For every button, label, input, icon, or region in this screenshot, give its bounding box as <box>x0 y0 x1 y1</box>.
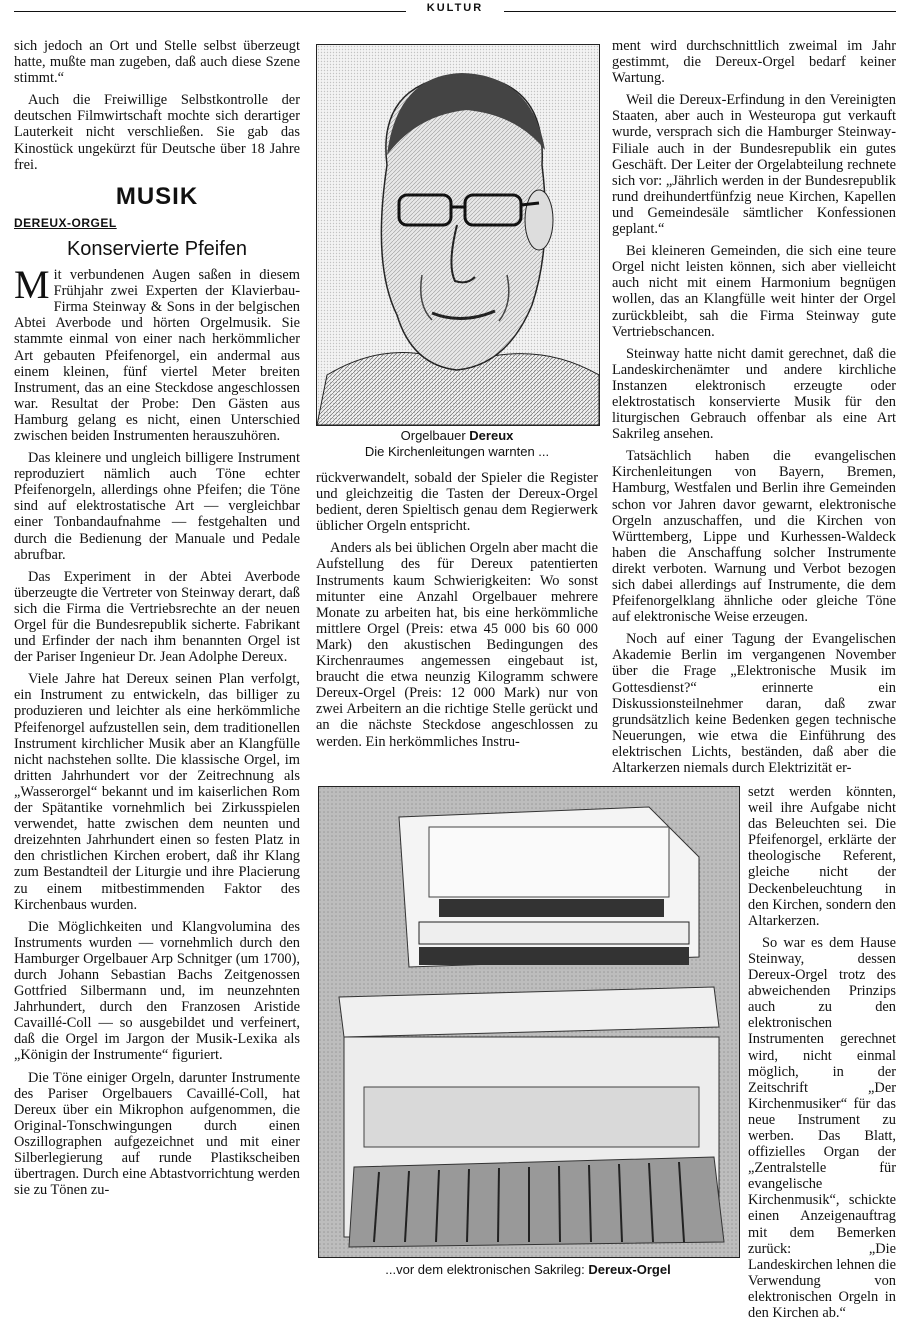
portrait-caption <box>316 428 598 460</box>
paragraph: setzt werden könnten, weil ihre Aufgabe nicht das Beleuchten sei. Die Pfeifenorgel, erklärte der theologische Referent, gleiche nicht der Deckenbeleuchtung in den Kirchen, sondern den Altarkerzen. <box>748 784 896 929</box>
article-headline: Konservierte Pfeifen <box>66 237 248 260</box>
paragraph: Bei kleineren Gemeinden, die sich eine teure Orgel nicht leisten können, sich aber vielleicht auch nicht mit einem Harmonium begnügen wollen, das an Klangfülle weit hinter der Orgel zurückbleibt, sah die Firma Steinway gute Vertriebschancen. <box>612 243 896 340</box>
paragraph: Steinway hatte nicht damit gerechnet, daß die Landeskirchenämter und andere kirchliche Instanzen elektronisch erzeugte oder elektrostatisch konservierte Musik für den liturgischen Gebrauch offenbar als eine Art Sakrileg ansehen. <box>612 345 896 443</box>
section-label: KULTUR <box>426 2 484 14</box>
page-header <box>14 0 896 22</box>
organ-illustration <box>319 787 739 1257</box>
portrait-illustration <box>317 45 599 425</box>
organ-photo <box>318 786 740 1258</box>
paragraph: Die Töne einiger Orgeln, darunter Instrumente des Pariser Orgelbauers Cavaillé-Coll, hat Dereux über ein Mikrophon aufgenommen, die Original-Tonschwingungen durch einen Oszillographen aufgezeichnet und mit einer Silberlegierung auf runde Plastikscheiben übertragen. Durch eine Abtastvorrichtung werden sie zu Tönen zu- <box>14 1069 300 1199</box>
column-2 <box>316 470 598 756</box>
column-3 <box>612 38 896 782</box>
first-paragraph-text: it verbundenen Augen saßen in diesem Frühjahr zwei Experten der Klavierbau-Firma Steinway & Sons in der belgischen Abtei Averbode und hörten Orgelmusik. Sie stammte einmal von einer nach herkömmlicher Art gebauten Pfeifenorgel, ein andermal aus einem kleinen, fünf viertel Meter breiten Instrument, das an eine Steckdose angeschlossen war. Resultat der Probe: Den Gästen aus Hamburg gelang es nicht, einen Unterschied zwischen beiden Instrumenten herauszuhören. <box>14 267 300 444</box>
caption-text: ...vor dem elektronischen Sakrileg: <box>385 1262 589 1277</box>
caption-text: Orgelbauer <box>400 428 470 443</box>
paragraph: Viele Jahre hat Dereux seinen Plan verfolgt, ein Instrument zu entwickeln, das billiger zu produzieren und leichter als eine herkömmliche Pfeifenorgel aufzustellen sein, dem traditionellen Instrument kirchlicher Musik aber an Klangfülle nicht nachstehen sollte. Die klassische Orgel, im dritten Jahrhundert vor der Zeitrechnung als „Wasserorgel“ bekannt und im kaiserlichen Rom der Spätantike vornehmlich bei Zirkusspielen verwendet, hatte zwischen dem neunten und dreizehnten Jahrhundert einen so festen Platz in den christlichen Kirchen erobert, daß ihr Klang zum Bestandteil der Liturgie und ihre Placierung zu einem mitbestimmenden Faktor des Kirchenbaus wurden. <box>14 671 300 913</box>
portrait-caption-line1 <box>316 428 598 444</box>
paragraph: Weil die Dereux-Erfindung in den Vereinigten Staaten, aber auch in Westeuropa gut verkauft wurde, versprach sich die Hamburger Steinway-Filiale auch in der Bundesrepublik ein gutes Geschäft. Der Leiter der Orgelabteilung rechnete sich vor: „Jährlich werden in der Bundesrepublik rund dreihundertfünfzig neue Kirchen, Kapellen und Gemeindesäle sämtlicher Konfessionen geplant.“ <box>612 92 896 238</box>
portrait-caption-line2: Die Kirchenleitungen warnten ... <box>364 444 550 459</box>
organ-caption <box>318 1262 738 1277</box>
paragraph: Anders als bei üblichen Orgeln aber macht die Aufstellung des für Dereux patentierten Instruments kaum Schwierigkeiten: Wo sonst mitunter eine Anzahl Orgelbauer mehrere Monate zu arbeiten hat, bis eine herkömmliche mittlere Orgel (Preis: etwa 45 000 bis 60 000 Mark) den akustischen Bedingungen des Kirchenraumes angemessen eingebaut ist, braucht die etwa neunzig Kilogramm schwere Dereux-Orgel (Preis: 12 000 Mark) nur von zwei Arbeitern an die richtige Stelle gerückt und an die nächste Steckdose angeschlossen zu werden. Ein herkömmliches Instru- <box>316 540 598 750</box>
paragraph: sich jedoch an Ort und Stelle selbst überzeugt hatte, mußte man zugeben, daß auch diese Szene stimmt.“ <box>14 38 300 87</box>
article-rubric: DEREUX-ORGEL <box>14 215 117 230</box>
caption-name: Dereux-Orgel <box>588 1262 671 1277</box>
paragraph: So war es dem Hause Steinway, dessen Dereux-Orgel trotz des abweichenden Prinzips auch zu den elektronischen Instrumenten gerechnet wird, nicht einmal möglich, in der Zeitschrift „Der Kirchenmusiker“ für das neue Instrument zu werben. Das Blatt, offizielles Organ der „Zentralstelle für evangelische Kirchenmusik“, schickte einen Anzeigenauftrag mit dem Bemerken zurück: „Die Landeskirchen lehnen die Verwendung von elektronischen Orgeln in den Kirchen ab.“ <box>748 934 896 1321</box>
paragraph: Das Experiment in der Abtei Averbode überzeugte die Vertreter von Steinway derart, daß sich die Firma die Vertriebsrechte an der neuen Orgel für die Bundesrepublik sicherte. Fabrikant und Erfinder der nach ihm benannten Orgel ist der Pariser Ingenieur Dr. Jean Adolphe Dereux. <box>14 568 300 666</box>
paragraph: Tatsächlich haben die evangelischen Kirchenleitungen von Bayern, Bremen, Hamburg, Westfalen und Berlin ihre Gemeinden schon vor Jahren davor gewarnt, elektronische Orgeln anzuschaffen, und die Kirchen von Württemberg, Lippe und Kurhessen-Waldeck haben die Anschaffung solcher Instrumente direkt verboten. Warnung und Verbot bezogen sich dabei allerdings auf Instrumente, die dem Pfeifenorgelklang ähnliche oder gleiche Töne auf elektronische Weise erzeugen. <box>612 448 896 626</box>
portrait-photo-dereux <box>316 44 600 426</box>
column-3-continuation <box>748 784 896 1327</box>
paragraph: ment wird durchschnittlich zweimal im Jahr gestimmt, die Dereux-Orgel bedarf keiner Wartung. <box>612 38 896 87</box>
drop-cap: M <box>14 262 50 308</box>
header-rule-right <box>504 11 896 12</box>
first-paragraph <box>14 262 300 444</box>
paragraph: Das kleinere und ungleich billigere Instrument reproduziert nämlich auch Töne echter Pfeifenorgeln, allerdings ohne Pfeifen; die Töne sind auf elektrostatische Art — vergleichbar einer Tonbandaufnahme — festgehalten und durch die Bedienung der Manuale und Pedale abrufbar. <box>14 450 300 563</box>
paragraph: Die Möglichkeiten und Klangvolumina des Instruments wurden — vornehmlich durch den Hamburger Orgelbauer Arp Schnitger (um 1700), durch Johann Sebastian Bachs Zeitgenossen Gottfried Silbermann und, im neunzehnten Jahrhundert, durch den Franzosen Aristide Cavaillé-Coll — so ausgebildet und verfeinert, daß die Orgel im Jargon der Musik-Lexika als „Königin der Instrumente“ figuriert. <box>14 918 300 1064</box>
column-1 <box>14 38 300 1204</box>
caption-name: Dereux <box>469 428 514 443</box>
section-title: MUSIK <box>115 182 199 210</box>
paragraph: Auch die Freiwillige Selbstkontrolle der deutschen Filmwirtschaft mochte sich derartiger Lauterkeit nicht verschließen. Sie gab das Kinostück ungekürzt für Deutsche über 18 Jahre frei. <box>14 92 300 173</box>
paragraph: rückverwandelt, sobald der Spieler die Register und gleichzeitig die Tasten der Dereux-Orgel bedient, deren Spieltisch genau dem Regierwerk üblicher Orgeln entspricht. <box>316 470 598 535</box>
paragraph: Noch auf einer Tagung der Evangelischen Akademie Berlin im vergangenen November über die Frage „Elektronische Musik im Gottesdienst?“ erinnerte ein Diskussionsteilnehmer daran, daß zwar grundsätzlich keine Bedenken gegen technische Neuerungen, wie etwa die Einführung des elektrischen Lichts, beständen, daß aber die Altarkerzen niemals durch Elektrizität er- <box>612 631 896 777</box>
